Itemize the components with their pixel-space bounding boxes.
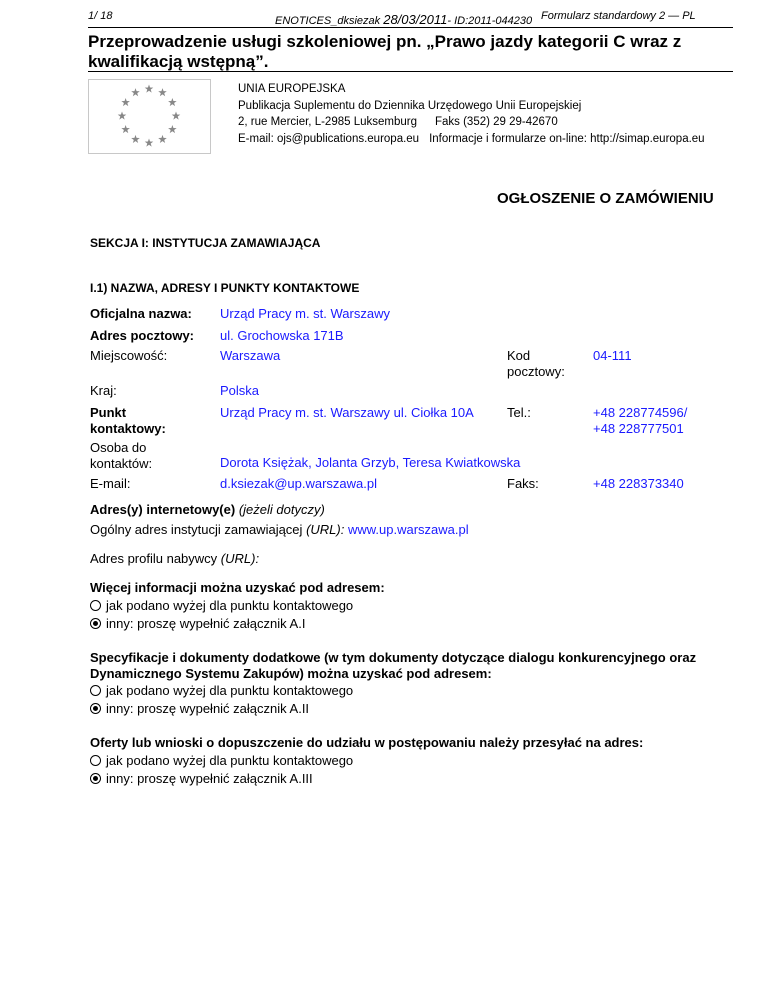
document-title: Przeprowadzenie usługi szkoleniowej pn. „Prawo jazdy kategorii C wraz z kwalifikacją wstępną”. bbox=[88, 32, 682, 71]
internet-title-note: (jeżeli dotyczy) bbox=[238, 502, 325, 517]
tel-value bbox=[593, 405, 687, 437]
contact-point-value: Urząd Pracy m. st. Warszawy ul. Ciołka 10A bbox=[220, 405, 474, 420]
notice-date: 28/03/2011 bbox=[383, 12, 448, 27]
eu-online-info: Informacje i formularze on-line: http://simap.europa.eu bbox=[429, 132, 705, 145]
general-address-label: Ogólny adres instytucji zamawiającej bbox=[90, 522, 303, 537]
eu-address: 2, rue Mercier, L-2985 Luksemburg bbox=[238, 116, 417, 128]
radio-option-label: jak podano wyżej dla punktu kontaktowego bbox=[106, 753, 354, 768]
postcode-label: Kod pocztowy: bbox=[507, 348, 565, 379]
star-icon bbox=[121, 98, 130, 106]
tel-value-2: +48 228777501 bbox=[593, 421, 684, 436]
radio-option[interactable] bbox=[90, 616, 305, 631]
general-url-link[interactable]: www.up.warszawa.pl bbox=[347, 522, 469, 537]
radio-option[interactable] bbox=[90, 753, 353, 768]
postcode-value: 04-111 bbox=[593, 348, 632, 363]
radio-button-selected[interactable] bbox=[90, 618, 101, 629]
radio-button[interactable] bbox=[90, 685, 101, 696]
radio-option-label: jak podano wyżej dla punktu kontaktowego bbox=[106, 598, 354, 613]
radio-button-selected[interactable] bbox=[90, 773, 101, 784]
section-title: SEKCJA I: INSTYTUCJA ZAMAWIAJĄCA bbox=[90, 236, 321, 250]
star-icon bbox=[168, 98, 177, 106]
contact-point-label: Punkt kontaktowy: bbox=[90, 405, 166, 436]
header-divider bbox=[88, 27, 733, 28]
radio-option-label: inny: proszę wypełnić załącznik A.II bbox=[106, 701, 310, 716]
star-icon bbox=[172, 112, 181, 120]
star-icon bbox=[118, 112, 127, 120]
attention-value: Dorota Księżak, Jolanta Grzyb, Teresa Kwiatkowska bbox=[220, 455, 521, 470]
eu-publication: Publikacja Suplementu do Dziennika Urzędowego Unii Europejskiej bbox=[238, 99, 582, 112]
buyer-profile-row bbox=[90, 551, 259, 567]
internet-title: Adres(y) internetowy(e) bbox=[90, 502, 236, 517]
buyer-url-note: (URL): bbox=[220, 551, 260, 566]
form-type: Formularz standardowy 2 — PL bbox=[541, 10, 696, 22]
star-icon bbox=[145, 139, 154, 147]
official-name-label: Oficjalna nazwa: bbox=[90, 306, 192, 321]
general-address-row bbox=[90, 522, 469, 538]
star-icon bbox=[158, 135, 167, 143]
eu-publication-info bbox=[238, 81, 705, 147]
star-icon bbox=[131, 135, 140, 143]
radio-button[interactable] bbox=[90, 755, 101, 766]
fax-value: +48 228373340 bbox=[593, 476, 684, 491]
postal-address-label: Adres pocztowy: bbox=[90, 328, 195, 343]
fax-label: Faks: bbox=[507, 476, 539, 491]
town-label: Miejscowość: bbox=[90, 348, 168, 363]
town-value: Warszawa bbox=[220, 348, 281, 363]
attention-label: Osoba do kontaktów: bbox=[90, 440, 153, 471]
tel-value-1: +48 228774596/ bbox=[593, 405, 688, 420]
internet-heading bbox=[90, 502, 325, 518]
notice-id: ID:2011-044230 bbox=[454, 15, 533, 27]
tel-label: Tel.: bbox=[507, 405, 531, 420]
eu-email: E-mail: ojs@publications.europa.eu bbox=[238, 132, 420, 145]
postal-address-value: ul. Grochowska 171B bbox=[220, 328, 344, 343]
notice-prefix: ENOTICES_dksiezak bbox=[275, 15, 381, 27]
star-icon bbox=[121, 125, 130, 133]
notice-reference bbox=[275, 12, 532, 27]
star-icon bbox=[145, 85, 154, 93]
radio-option[interactable] bbox=[90, 598, 353, 613]
radio-option[interactable] bbox=[90, 701, 309, 716]
page-number: 1/ 18 bbox=[88, 10, 113, 22]
radio-option[interactable] bbox=[90, 771, 313, 786]
eu-contact-line bbox=[238, 131, 705, 148]
radio-option[interactable] bbox=[90, 683, 353, 698]
email-label: E-mail: bbox=[90, 476, 131, 491]
official-name-value: Urząd Pracy m. st. Warszawy bbox=[220, 306, 390, 321]
radio-option-label: jak podano wyżej dla punktu kontaktowego bbox=[106, 683, 354, 698]
eu-name: UNIA EUROPEJSKA bbox=[238, 83, 346, 95]
subsection-title: I.1) NAZWA, ADRESY I PUNKTY KONTAKTOWE bbox=[90, 281, 360, 295]
star-icon bbox=[158, 88, 167, 96]
radio-option-label: inny: proszę wypełnić załącznik A.I bbox=[106, 616, 306, 631]
star-icon bbox=[168, 125, 177, 133]
question-specifications: Specyfikacje i dokumenty dodatkowe (w tym dokumenty dotyczące dialogu konkurencyjnego oraz Dynamicznego Systemu Zakupów) można uzyskać pod adresem: bbox=[90, 650, 697, 681]
eu-fax: Faks (352) 29 29-42670 bbox=[434, 116, 558, 128]
notice-dash: - bbox=[447, 15, 451, 27]
radio-option-label: inny: proszę wypełnić załącznik A.III bbox=[106, 771, 313, 786]
title-divider bbox=[88, 71, 733, 72]
question-more-info: Więcej informacji można uzyskać pod adresem: bbox=[90, 580, 385, 595]
notice-heading: OGŁOSZENIE O ZAMÓWIENIU bbox=[497, 190, 714, 207]
general-url-note: (URL): bbox=[306, 522, 345, 537]
email-value[interactable]: d.ksiezak@up.warszawa.pl bbox=[220, 476, 377, 491]
country-label: Kraj: bbox=[90, 383, 117, 398]
buyer-profile-label: Adres profilu nabywcy bbox=[90, 551, 218, 566]
star-icon bbox=[131, 88, 140, 96]
radio-button[interactable] bbox=[90, 600, 101, 611]
eu-flag-logo bbox=[88, 79, 211, 154]
eu-address-line bbox=[238, 114, 705, 131]
eu-stars-icon bbox=[89, 80, 210, 153]
question-offers: Oferty lub wnioski o dopuszczenie do udziału w postępowaniu należy przesyłać na adres: bbox=[90, 735, 644, 750]
radio-button-selected[interactable] bbox=[90, 703, 101, 714]
country-value: Polska bbox=[220, 383, 260, 398]
